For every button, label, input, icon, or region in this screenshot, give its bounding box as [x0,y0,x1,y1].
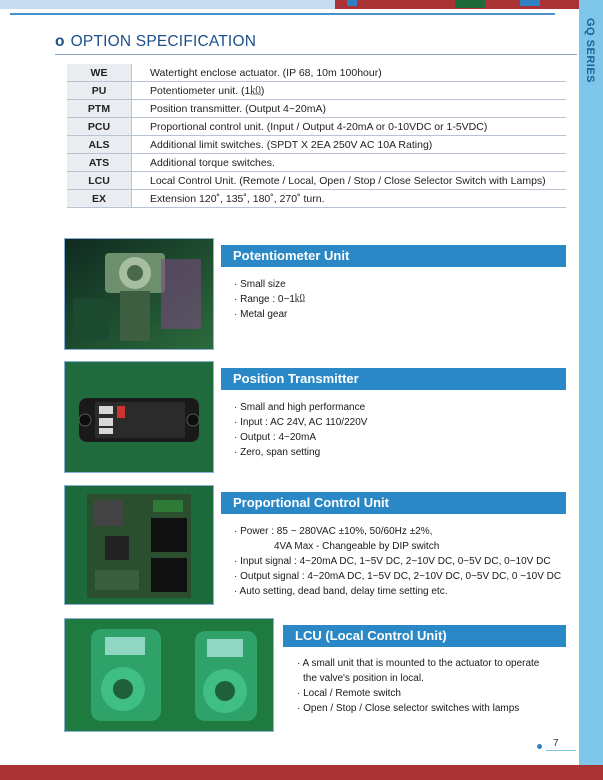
list-item: · Open / Stop / Close selector switches with lamps [297,703,520,714]
top-strip-marker [347,0,357,6]
top-strip-marker [520,0,540,6]
option-desc: Additional limit switches. (SPDT X 2EA 250V AC 10A Rating) [132,136,567,154]
table-row [67,118,566,136]
list-item: 4VA Max - Changeable by DIP switch [274,541,440,552]
option-code: ALS [67,136,132,154]
position-transmitter-photo [64,361,214,473]
list-item: · A small unit that is mounted to the actuator to operate [297,658,540,669]
page-number-rule [546,750,576,751]
list-item: · Zero, span setting [234,447,321,458]
page-number-dot [537,744,542,749]
title-rule [55,54,577,55]
lcu-header: LCU (Local Control Unit) [283,625,566,647]
header-rule [10,13,555,15]
option-desc: Watertight enclose actuator. (IP 68, 10m 100hour) [132,64,567,82]
option-desc: Extension 120˚, 135˚, 180˚, 270˚ turn. [132,190,567,208]
page-title-text: OPTION SPECIFICATION [70,33,257,50]
option-table [67,64,566,208]
table-row [67,100,566,118]
position-transmitter-header: Position Transmitter [221,368,566,390]
top-strip-blue-section [0,0,335,9]
table-row [67,136,566,154]
proportional-control-photo [64,485,214,605]
top-decorative-strip [0,0,603,9]
side-tab [579,0,603,765]
potentiometer-unit-header: Potentiometer Unit [221,245,566,267]
table-row [67,190,566,208]
list-item: · Small and high performance [234,402,366,413]
lcu-photo [64,618,274,732]
option-desc: Proportional control unit. (Input / Output 4-20mA or 0-10VDC or 1-5VDC) [132,118,567,136]
option-code: LCU [67,172,132,190]
option-code: EX [67,190,132,208]
potentiometer-photo [64,238,214,350]
option-code: PCU [67,118,132,136]
list-item: · Range : 0~1㏀ [234,294,305,305]
list-item: · Power : 85 ~ 280VAC ±10%, 50/60Hz ±2%, [234,526,433,537]
list-item: · Metal gear [234,309,288,320]
option-code: WE [67,64,132,82]
page-title [55,33,256,51]
proportional-control-header: Proportional Control Unit [221,492,566,514]
series-label: GQ SERIES [584,18,596,84]
option-code: PU [67,82,132,100]
option-desc: Additional torque switches. [132,154,567,172]
list-item: · Local / Remote switch [297,688,401,699]
top-strip-green-block [455,0,485,8]
option-desc: Local Control Unit. (Remote / Local, Open / Stop / Close Selector Switch with Lamps) [132,172,567,190]
list-item: · Output : 4~20mA [234,432,316,443]
option-code: PTM [67,100,132,118]
table-row [67,64,566,82]
list-item: · Input : AC 24V, AC 110/220V [234,417,368,428]
bottom-decorative-strip [0,765,603,780]
proportional-control-features [234,524,561,599]
lcu-features [297,656,539,716]
option-desc: Position transmitter. (Output 4~20mA) [132,100,567,118]
list-item: · Auto setting, dead band, delay time setting etc. [234,586,448,597]
option-code: ATS [67,154,132,172]
list-item: · Small size [234,279,286,290]
page-number: 7 [553,738,559,749]
table-row [67,154,566,172]
table-row [67,172,566,190]
list-item: · Output signal : 4~20mA DC, 1~5V DC, 2~10V DC, 0~5V DC, 0 ~10V DC [234,571,562,582]
potentiometer-unit-features [234,277,305,322]
title-bullet: o [55,33,65,50]
table-row [67,82,566,100]
list-item: the valve's position in local. [303,673,424,684]
list-item: · Input signal : 4~20mA DC, 1~5V DC, 2~10V DC, 0~5V DC, 0~10V DC [234,556,551,567]
position-transmitter-features [234,400,367,460]
option-desc: Potentiometer unit. (1㏀) [132,82,567,100]
